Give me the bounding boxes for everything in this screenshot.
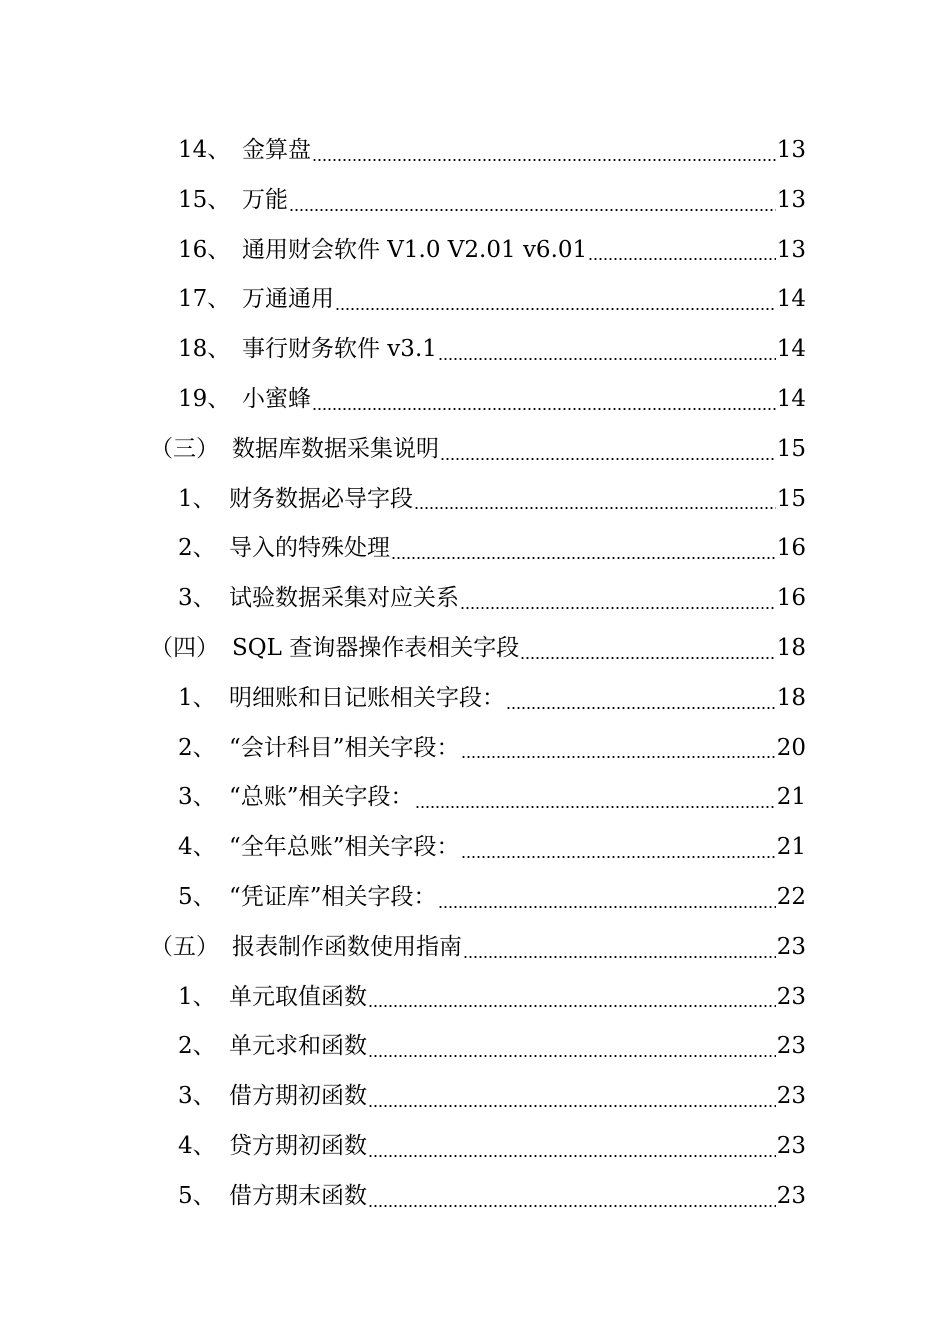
toc-dot-leader (506, 674, 776, 724)
toc-entry-title: 万能 (242, 186, 288, 213)
toc-entry[interactable] (0, 375, 950, 425)
toc-dot-leader (368, 1072, 776, 1122)
toc-entry-page-number: 23 (776, 1182, 806, 1209)
toc-entry-title: 通用财会软件 V1.0 V2.01 v6.01 (242, 236, 588, 263)
toc-entry-page-number: 23 (776, 933, 806, 960)
toc-entry-page-number: 21 (776, 784, 806, 811)
toc-entry-number: 17、 (178, 286, 231, 313)
toc-entry-title: 万通通用 (242, 286, 334, 313)
toc-entry-page-number: 18 (776, 634, 806, 661)
toc-entry-page-number: 14 (776, 385, 806, 412)
toc-dot-leader (312, 126, 776, 176)
toc-entry-number: （五） (150, 933, 219, 960)
toc-entry-number: 14、 (178, 137, 231, 163)
toc-entry-number: 15、 (178, 186, 231, 213)
toc-entry[interactable] (0, 176, 950, 226)
toc-entry[interactable] (0, 126, 950, 176)
toc-entry-number: 2、 (178, 1033, 216, 1060)
toc-entry-number: 19、 (178, 385, 231, 412)
toc-entry-title: 财务数据必导字段 (229, 485, 413, 512)
toc-entry[interactable] (0, 674, 950, 724)
toc-entry-title: “全年总账”相关字段： (229, 834, 460, 861)
toc-entry-page-number: 15 (776, 435, 806, 462)
toc-entry-page-number: 14 (776, 336, 806, 363)
toc-entry-page-number: 21 (776, 834, 806, 861)
toc-entry-number: （四） (150, 634, 219, 661)
toc-entry-page-number: 23 (776, 983, 806, 1010)
toc-entry-title: 试验数据采集对应关系 (229, 585, 459, 612)
toc-entry-page-number: 13 (776, 236, 806, 263)
toc-entry[interactable] (0, 475, 950, 525)
toc-entry[interactable] (0, 1022, 950, 1072)
toc-entry-page-number: 23 (776, 1083, 806, 1110)
toc-entry-number: 2、 (178, 535, 216, 562)
toc-dot-leader (391, 524, 776, 574)
toc-entry-number: 3、 (178, 784, 216, 811)
toc-dot-leader (312, 375, 776, 425)
toc-entry[interactable] (0, 624, 950, 674)
toc-entry-page-number: 23 (776, 1132, 806, 1159)
toc-entry-page-number: 22 (776, 883, 806, 910)
toc-entry[interactable] (0, 923, 950, 973)
toc-entry-title: 借方期初函数 (229, 1083, 367, 1110)
toc-entry-number: 5、 (178, 1182, 216, 1209)
toc-dot-leader (588, 226, 776, 276)
toc-entry-page-number: 20 (776, 734, 806, 761)
toc-entry-number: 1、 (178, 684, 216, 711)
toc-entry-page-number: 18 (776, 684, 806, 711)
toc-entry-number: 18、 (178, 336, 231, 363)
toc-entry-title: 单元求和函数 (229, 1033, 367, 1060)
toc-dot-leader (463, 923, 776, 973)
toc-entry-title: 数据库数据采集说明 (232, 435, 439, 462)
toc-entry-title: 贷方期初函数 (229, 1132, 367, 1159)
toc-entry-title: “总账”相关字段： (229, 784, 414, 811)
toc-entry-number: 2、 (178, 734, 216, 761)
toc-entry-page-number: 16 (776, 585, 806, 612)
toc-entry[interactable] (0, 1172, 950, 1222)
toc-entry-number: 3、 (178, 1083, 216, 1110)
toc-dot-leader (368, 973, 776, 1023)
toc-entry[interactable] (0, 1122, 950, 1172)
toc-entry-number: 16、 (178, 236, 231, 263)
toc-dot-leader (520, 624, 776, 674)
toc-entry[interactable] (0, 724, 950, 774)
toc-dot-leader (414, 475, 776, 525)
toc-entry[interactable] (0, 325, 950, 375)
toc-entry-title: 单元取值函数 (229, 983, 367, 1010)
toc-dot-leader (461, 823, 776, 873)
toc-dot-leader (461, 724, 776, 774)
toc-entry-number: 3、 (178, 585, 216, 612)
toc-entry-title: 导入的特殊处理 (229, 535, 390, 562)
toc-entry[interactable] (0, 1072, 950, 1122)
toc-dot-leader (289, 176, 776, 226)
toc-entry-title: 明细账和日记账相关字段： (229, 684, 505, 711)
toc-dot-leader (368, 1172, 776, 1222)
toc-dot-leader (368, 1022, 776, 1072)
toc-entry-page-number: 15 (776, 485, 806, 512)
toc-entry-page-number: 14 (776, 286, 806, 313)
toc-dot-leader (438, 873, 776, 923)
toc-dot-leader (335, 275, 776, 325)
toc-dot-leader (368, 1122, 776, 1172)
toc-dot-leader (438, 325, 776, 375)
toc-entry-title: 报表制作函数使用指南 (232, 933, 462, 960)
toc-entry-title: “会计科目”相关字段： (229, 734, 460, 761)
toc-entry-number: 5、 (178, 883, 216, 910)
toc-entry-number: 4、 (178, 834, 216, 861)
toc-entry-number: 1、 (178, 983, 216, 1010)
toc-entry[interactable] (0, 275, 950, 325)
toc-entry-number: 1、 (178, 485, 216, 512)
toc-entry[interactable] (0, 226, 950, 276)
toc-entry-number: （三） (150, 435, 219, 462)
toc-entry-title: “凭证库”相关字段： (229, 883, 437, 910)
toc-entry-title: 小蜜蜂 (242, 385, 311, 412)
toc-entry[interactable] (0, 823, 950, 873)
toc-entry-title: 借方期末函数 (229, 1182, 367, 1209)
toc-entry-number: 4、 (178, 1132, 216, 1159)
toc-dot-leader (460, 574, 776, 624)
toc-entry-title: 事行财务软件 v3.1 (242, 336, 437, 363)
toc-entry-page-number: 23 (776, 1033, 806, 1060)
toc-entry[interactable] (0, 873, 950, 923)
toc-entry[interactable] (0, 973, 950, 1023)
toc-entry[interactable] (0, 425, 950, 475)
toc-entry-title: SQL 查询器操作表相关字段 (232, 634, 520, 661)
toc-entry[interactable] (0, 574, 950, 624)
toc-entry[interactable] (0, 524, 950, 574)
table-of-contents (0, 126, 950, 1222)
toc-entry-title: 金算盘 (242, 137, 311, 163)
toc-dot-leader (440, 425, 776, 475)
toc-entry-page-number: 16 (776, 535, 806, 562)
toc-entry-page-number: 13 (776, 137, 806, 163)
toc-entry[interactable] (0, 773, 950, 823)
toc-entry-page-number: 13 (776, 186, 806, 213)
toc-dot-leader (415, 773, 776, 823)
